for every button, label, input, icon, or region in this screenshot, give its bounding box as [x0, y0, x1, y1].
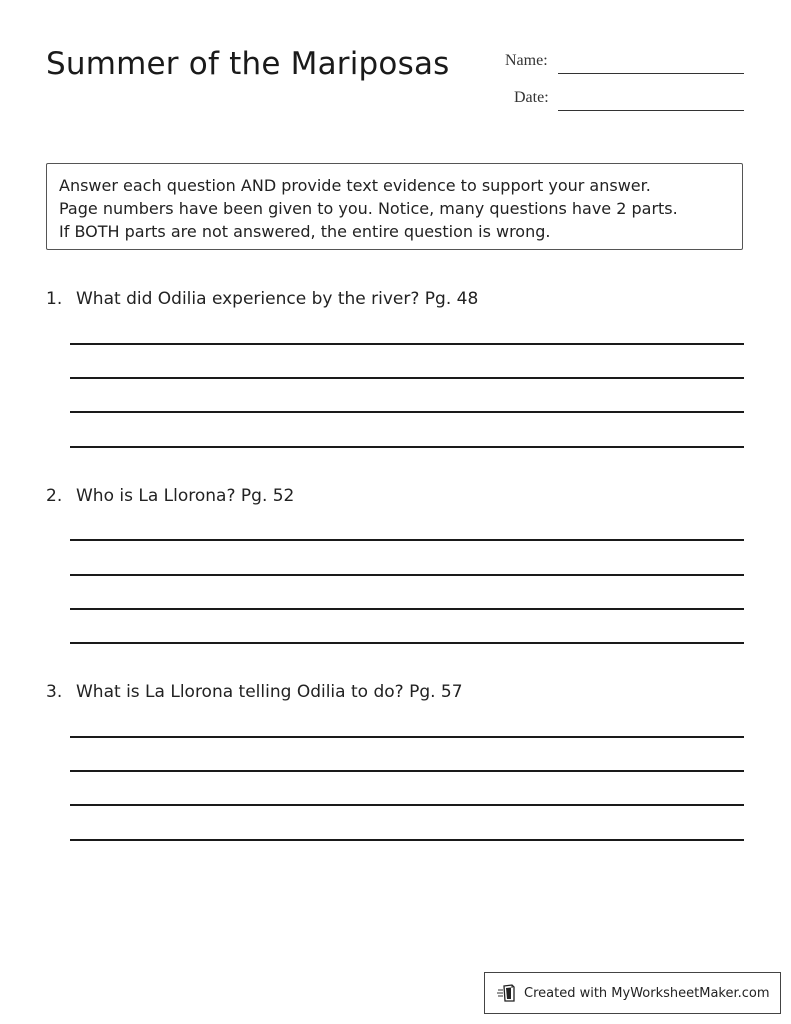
answer-line[interactable] — [70, 608, 744, 610]
answer-line[interactable] — [70, 642, 744, 644]
question-number: 3. — [46, 682, 63, 702]
question-3 — [46, 682, 463, 702]
question-number: 1. — [46, 289, 63, 309]
question-number: 2. — [46, 486, 63, 506]
date-field-line[interactable] — [558, 110, 744, 111]
answer-line[interactable] — [70, 411, 744, 413]
worksheet-maker-logo-icon — [497, 983, 517, 1003]
date-label: Date: — [514, 89, 549, 106]
answer-line[interactable] — [70, 574, 744, 576]
question-2 — [46, 486, 294, 506]
question-text: Who is La Llorona? Pg. 52 — [76, 486, 295, 506]
answer-line[interactable] — [70, 446, 744, 448]
worksheet-title: Summer of the Mariposas — [46, 46, 450, 82]
answer-line[interactable] — [70, 539, 744, 541]
instructions-line: If BOTH parts are not answered, the entire question is wrong. — [59, 222, 551, 241]
answer-line[interactable] — [70, 804, 744, 806]
footer-badge[interactable] — [484, 972, 781, 1014]
question-1 — [46, 289, 478, 309]
name-label: Name: — [505, 52, 548, 69]
answer-line[interactable] — [70, 736, 744, 738]
name-field-line[interactable] — [558, 73, 744, 74]
question-text: What did Odilia experience by the river? Pg. 48 — [76, 289, 479, 309]
answer-line[interactable] — [70, 839, 744, 841]
instructions-box — [46, 163, 743, 250]
instructions-line: Page numbers have been given to you. Notice, many questions have 2 parts. — [59, 199, 678, 218]
answer-line[interactable] — [70, 343, 744, 345]
footer-text: Created with MyWorksheetMaker.com — [524, 985, 770, 1001]
instructions-line: Answer each question AND provide text evidence to support your answer. — [59, 176, 651, 195]
answer-line[interactable] — [70, 770, 744, 772]
answer-line[interactable] — [70, 377, 744, 379]
question-text: What is La Llorona telling Odilia to do? Pg. 57 — [76, 682, 463, 702]
